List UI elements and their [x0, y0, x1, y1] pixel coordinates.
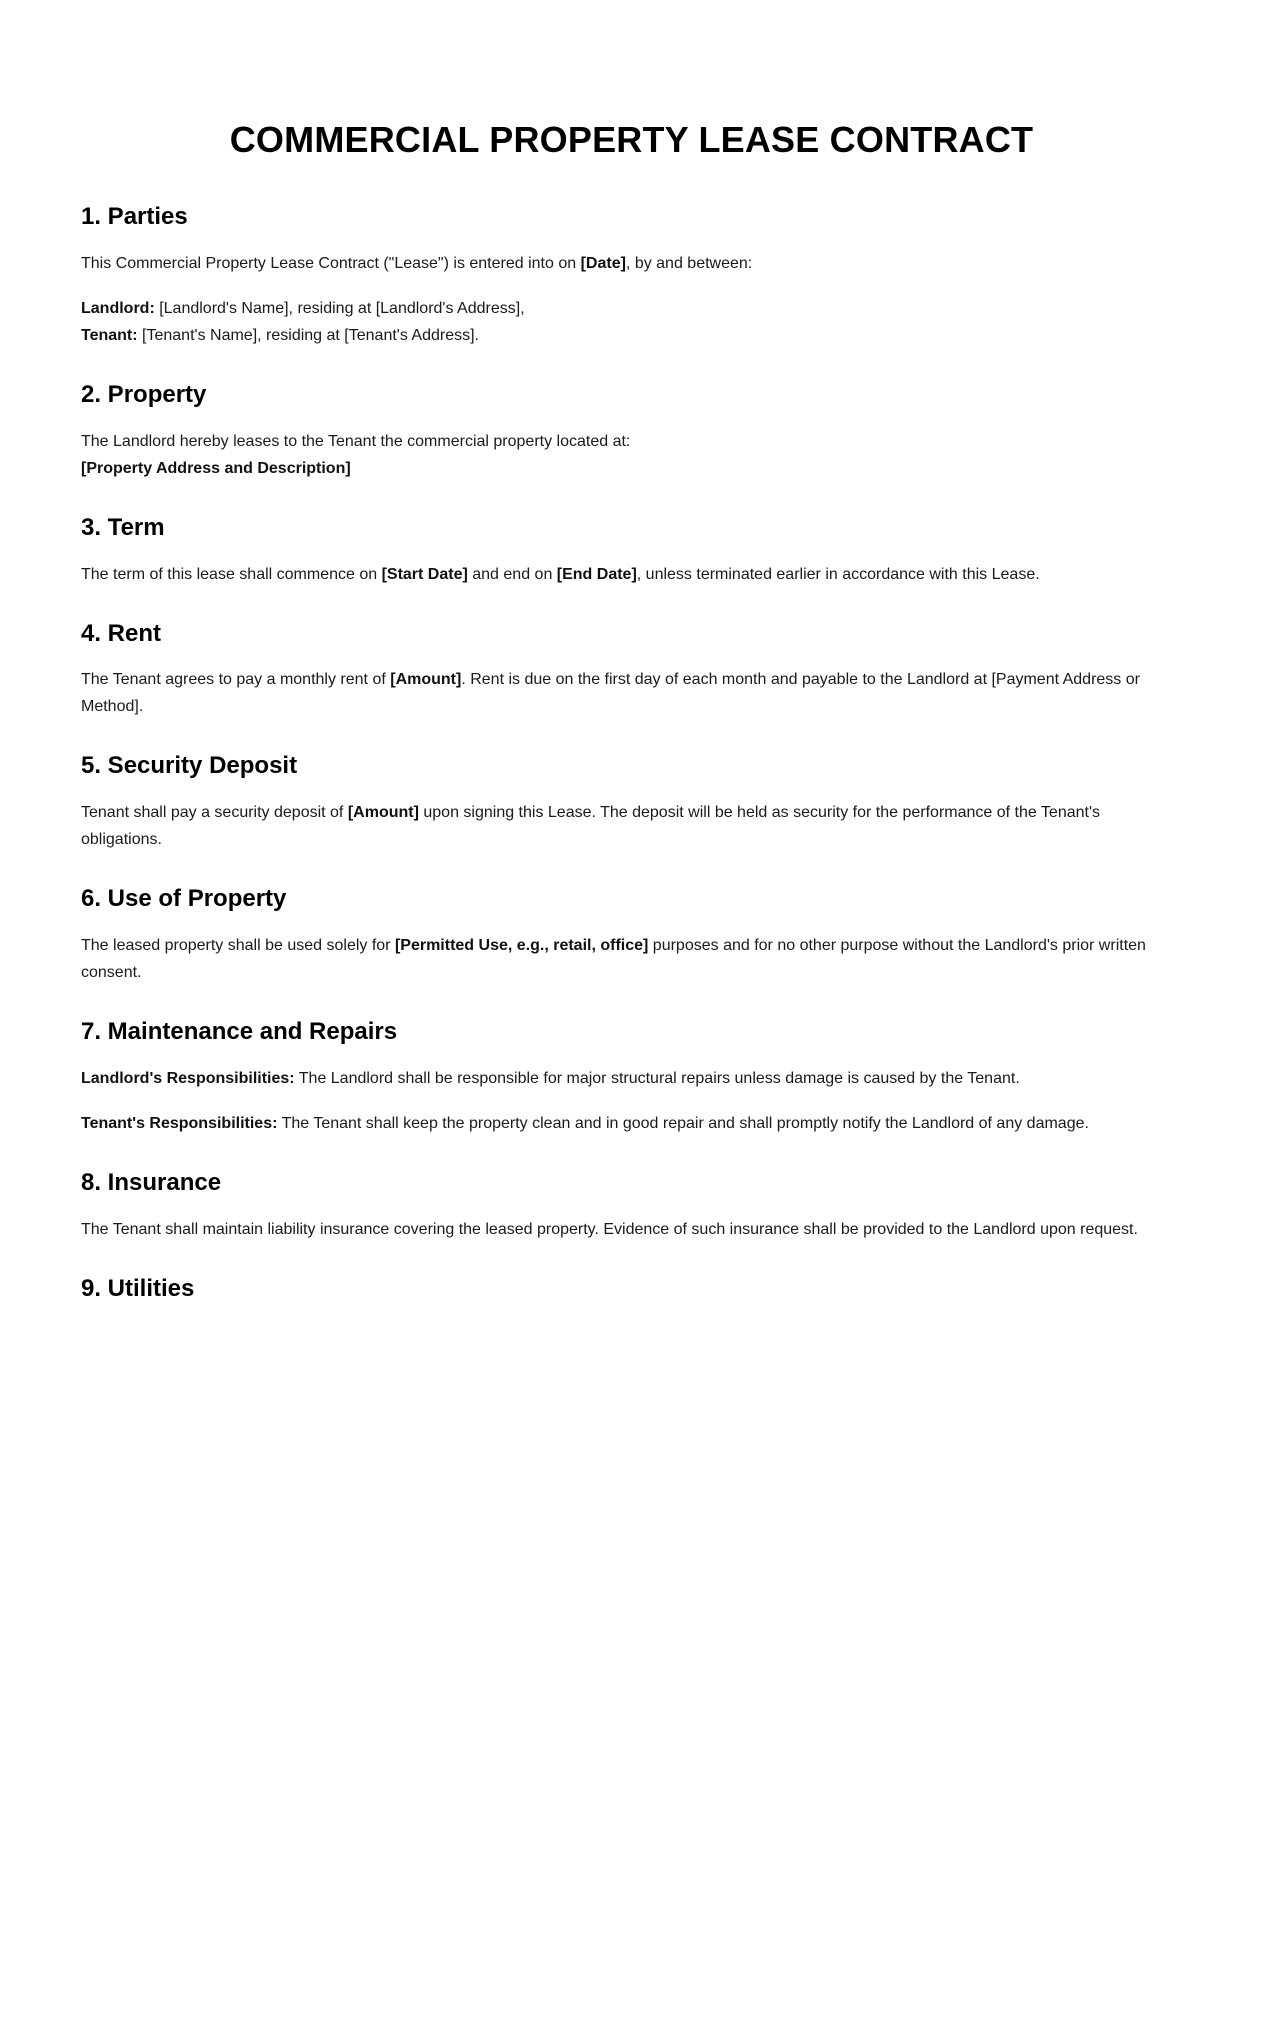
contract-section — [81, 1275, 1182, 1304]
paragraph — [81, 428, 1182, 482]
contract-section — [81, 514, 1182, 588]
paragraph — [81, 1216, 1182, 1243]
section-heading: 3. Term — [81, 513, 165, 541]
document-body — [81, 203, 1182, 1303]
contract-section — [81, 1018, 1182, 1137]
bold-text: Landlord's Responsibilities: — [81, 1069, 295, 1087]
section-heading: 2. Property — [81, 380, 207, 408]
bold-text: [Permitted Use, e.g., retail, office] — [394, 936, 649, 954]
text-run: This Commercial Property Lease Contract ("Lease") is entered into on — [81, 254, 581, 272]
text-run: The term of this lease shall commence on — [81, 565, 382, 583]
text-run: The Landlord shall be responsible for major structural repairs unless damage is caused by the Tenant. — [294, 1069, 1020, 1087]
text-run: The leased property shall be used solely for — [81, 936, 395, 954]
text-run: and end on — [467, 565, 557, 583]
paragraph — [81, 666, 1182, 720]
paragraph — [81, 932, 1182, 986]
text-run: The Tenant shall keep the property clean and in good repair and shall promptly notify the Landlord of any damage. — [277, 1114, 1089, 1132]
contract-section — [81, 885, 1182, 986]
bold-text: [End Date] — [556, 565, 637, 583]
text-run: , by and between: — [625, 254, 753, 272]
paragraph — [81, 250, 1182, 277]
text-run: , unless terminated earlier in accordance with this Lease. — [636, 565, 1040, 583]
document-title: COMMERCIAL PROPERTY LEASE CONTRACT — [229, 119, 1034, 160]
section-heading: 6. Use of Property — [81, 885, 287, 913]
paragraph — [81, 295, 1182, 349]
text-run: [Landlord's Name], residing at [Landlord's Address], — [154, 299, 525, 317]
bold-text: [Start Date] — [381, 565, 468, 583]
bold-text: [Property Address and Description] — [81, 459, 351, 477]
text-run: [Tenant's Name], residing at [Tenant's Address]. — [137, 326, 479, 344]
section-heading: 1. Parties — [81, 203, 188, 231]
paragraph — [81, 1110, 1182, 1137]
paragraph — [81, 561, 1182, 588]
text-run: upon signing this Lease. The deposit will be held as security for the performance of the Tenant's obligations. — [81, 804, 1101, 849]
section-heading: 8. Insurance — [81, 1168, 222, 1196]
bold-text: [Amount] — [390, 671, 462, 689]
bold-text: Tenant: — [81, 326, 138, 344]
contract-section — [81, 620, 1182, 721]
text-run: The Tenant shall maintain liability insurance covering the leased property. Evidence of such insurance shall be provided to the Landlord upon request. — [81, 1220, 1138, 1238]
contract-section — [81, 381, 1182, 482]
section-heading: 4. Rent — [81, 619, 162, 647]
paragraph — [81, 799, 1182, 853]
contract-section — [81, 203, 1182, 349]
contract-section — [81, 752, 1182, 853]
text-run: Tenant shall pay a security deposit of — [81, 804, 348, 822]
paragraph — [81, 1065, 1182, 1092]
contract-section — [81, 1169, 1182, 1243]
text-run: . Rent is due on the first day of each month and payable to the Landlord at [Payment Address or Method]. — [81, 671, 1140, 716]
bold-text: Landlord: — [81, 299, 155, 317]
section-heading: 5. Security Deposit — [81, 752, 298, 780]
section-heading: 9. Utilities — [81, 1274, 195, 1302]
text-run: The Tenant agrees to pay a monthly rent of — [81, 671, 391, 689]
text-run: The Landlord hereby leases to the Tenant the commercial property located at: — [81, 432, 631, 450]
section-heading: 7. Maintenance and Repairs — [81, 1017, 398, 1045]
bold-text: [Date] — [580, 254, 626, 272]
text-run: purposes and for no other purpose without the Landlord's prior written consent. — [81, 936, 1146, 981]
bold-text: [Amount] — [347, 804, 419, 822]
bold-text: Tenant's Responsibilities: — [81, 1114, 278, 1132]
